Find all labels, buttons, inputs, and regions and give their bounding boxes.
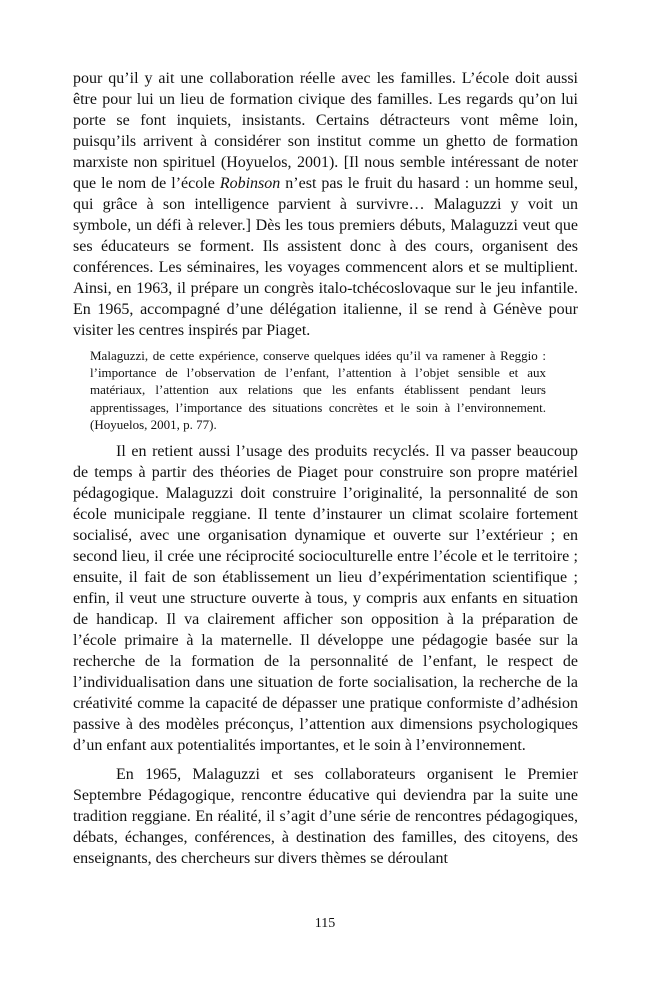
page-number: 115 — [314, 916, 336, 931]
page-body — [73, 68, 578, 869]
block-quote: Malaguzzi, de cette expérience, conserve quelques idées qu’il va ramener à Reggio : l’importance de l’observation de l’enfant, l’attention à l’objet sensible et aux matériaux, l’attention aux relations que les enfants établissent pendant leurs apprentissages, l’importance des situations concrètes et le soin à l’environnement. (Hoyuelos, 2001, p. 77). — [90, 348, 546, 432]
paragraph-2: Il en retient aussi l’usage des produits recyclés. Il va passer beaucoup de temps à partir des théories de Piaget pour construire son propre matériel pédagogique. Malaguzzi doit construire l’originalité, la personnalité de son école municipale reggiane. Il tente d’instaurer un climat scolaire fortement socialisé, avec une organisation dynamique et ouverte sur l’extérieur ; en second lieu, il crée une réciprocité socioculturelle entre l’école et le territoire ; ensuite, il fait de son établissement un lieu d’expérimentation scientifique ; enfin, il veut une structure ouverte à tous, y compris aux enfants en situation de handicap. Il va clairement afficher son opposition à la préparation de l’école primaire à la maternelle. Il développe une pédagogie basée sur la recherche de la formation de la personnalité de l’enfant, le respect de l’individualisation dans une situation de forte socialisation, la recherche de la créativité comme la capacité de dépasser une pratique conformiste d’adhésion passive à des modèles préconçus, l’attention aux dimensions psychologiques d’un enfant aux potentialités importantes, et le soin à l’environnement. — [73, 443, 578, 755]
paragraph-1 — [73, 68, 578, 341]
paragraph-3: En 1965, Malaguzzi et ses collaborateurs organisent le Premier Septembre Pédagogique, rencontre éducative qui deviendra par la suite une tradition reggiane. En réalité, il s’agit d’une série de rencontres pédagogiques, débats, échanges, conférences, à destination des familles, des citoyens, des enseignants, des chercheurs sur divers thèmes se déroulant — [73, 766, 578, 868]
paragraph-1-italic: Robinson — [219, 175, 281, 192]
paragraph-1-text-b: n’est pas le fruit du hasard : un homme seul, qui grâce à son intelligence parvient à survivre… Malaguzzi y voit un symbole, un défi à relever.] Dès les tous premiers débuts, Malaguzzi veut que ses éducateurs se forment. Ils assistent donc à des cours, organisent des conférences. Les séminaires, les voyages commencent alors et se multiplient. Ainsi, en 1963, il prépare un congrès italo-tchécoslovaque sur le jeu infantile. En 1965, accompagné d’une délégation italienne, il se rend à Génève pour visiter les centres inspirés par Piaget. — [73, 175, 578, 339]
paragraph-1-text-a: pour qu’il y ait une collaboration réelle avec les familles. L’école doit aussi être pour lui un lieu de formation civique des familles. Les regards qu’on lui porte se font inquiets, insistants. Certains détracteurs vont même loin, puisqu’ils arrivent à considérer son institut comme un ghetto de formation marxiste non spirituel (Hoyuelos, 2001). [Il nous semble intéressant de noter que le nom de l’école — [73, 70, 578, 192]
